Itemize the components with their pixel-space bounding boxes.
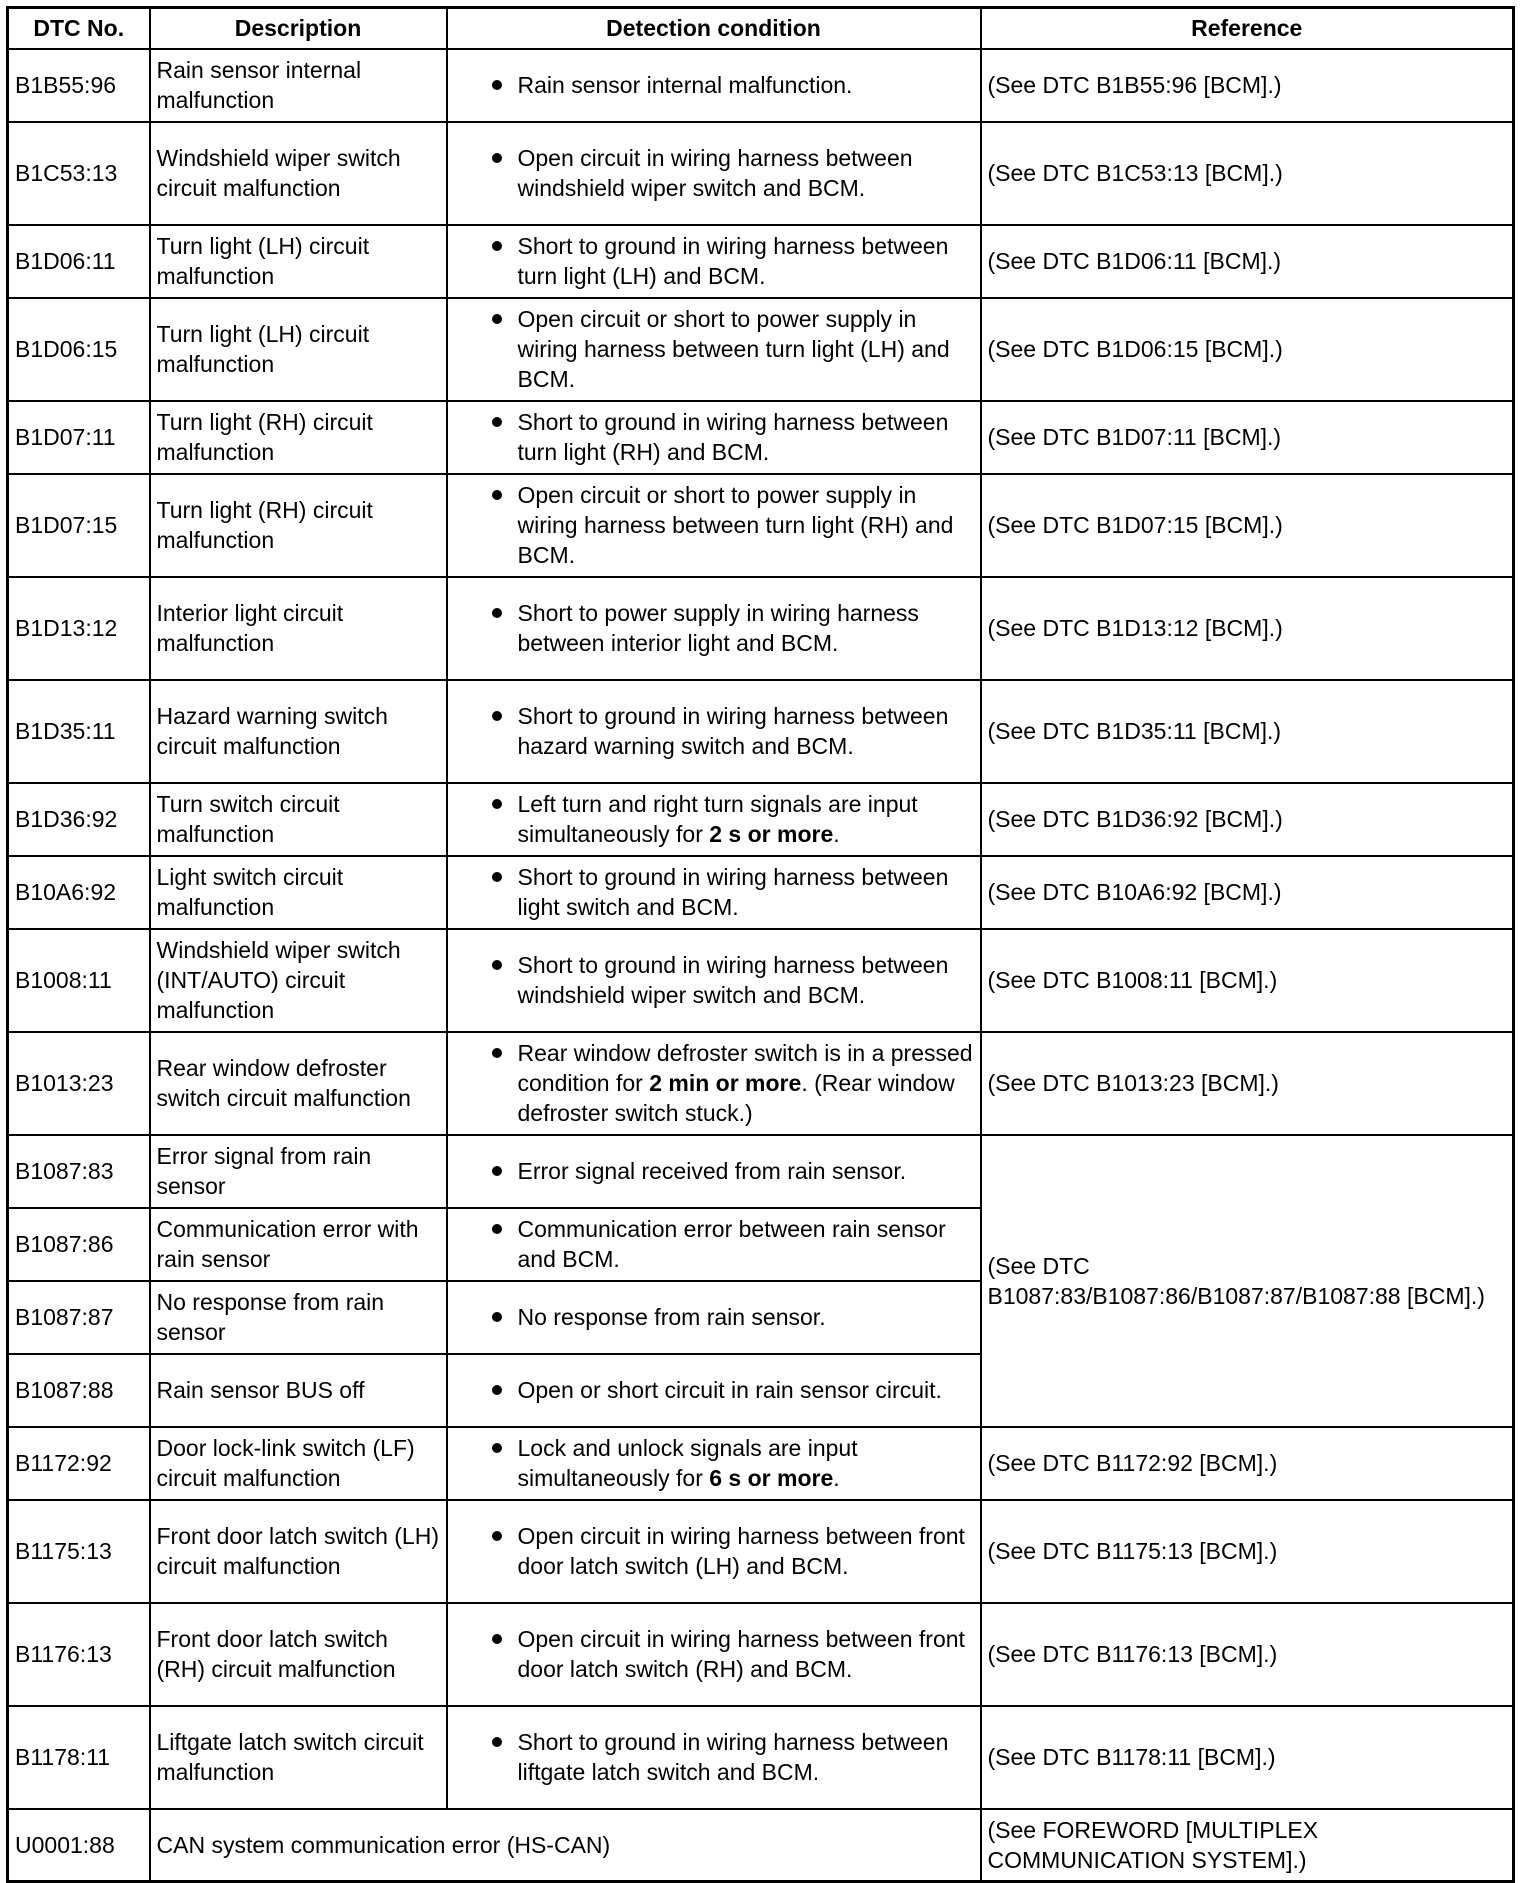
dtc-description: Turn light (RH) circuit malfunction <box>150 401 447 474</box>
dtc-code: B1175:13 <box>8 1500 150 1603</box>
reference: (See DTC B1176:13 [BCM].) <box>981 1603 1514 1706</box>
header-description: Description <box>150 8 447 49</box>
bullet-icon <box>492 1634 502 1644</box>
dtc-code: B10A6:92 <box>8 856 150 929</box>
condition-text: Rear window defroster switch is in a pressed condition for 2 min or more. (Rear window defroster switch stuck.) <box>517 1040 973 1126</box>
condition-text: Error signal received from rain sensor. <box>517 1158 907 1184</box>
dtc-description: Error signal from rain sensor <box>150 1135 447 1208</box>
header-dtc: DTC No. <box>8 8 150 49</box>
table-row <box>8 1706 1514 1809</box>
bullet-icon <box>492 711 502 721</box>
dtc-table <box>6 6 1515 1883</box>
reference: (See DTC B1D35:11 [BCM].) <box>981 680 1514 783</box>
table-row <box>8 401 1514 474</box>
condition-text: Left turn and right turn signals are input simultaneously for 2 s or more. <box>517 791 918 847</box>
bullet-icon <box>492 153 502 163</box>
dtc-description: Turn light (LH) circuit malfunction <box>150 298 447 401</box>
reference: (See DTC B1D06:15 [BCM].) <box>981 298 1514 401</box>
dtc-description: CAN system communication error (HS-CAN) <box>150 1809 981 1882</box>
dtc-code: B1008:11 <box>8 929 150 1032</box>
table-row <box>8 680 1514 783</box>
reference: (See DTC B1013:23 [BCM].) <box>981 1032 1514 1135</box>
dtc-code: B1D35:11 <box>8 680 150 783</box>
detection-condition <box>447 49 981 122</box>
reference: (See DTC B1D07:11 [BCM].) <box>981 401 1514 474</box>
dtc-code: B1178:11 <box>8 1706 150 1809</box>
condition-text: Lock and unlock signals are input simultaneously for 6 s or more. <box>517 1435 858 1491</box>
bullet-icon <box>492 1531 502 1541</box>
dtc-description: Turn light (LH) circuit malfunction <box>150 225 447 298</box>
detection-condition <box>447 929 981 1032</box>
bullet-icon <box>492 1443 502 1453</box>
dtc-code: B1013:23 <box>8 1032 150 1135</box>
bullet-icon <box>492 490 502 500</box>
dtc-description: Liftgate latch switch circuit malfunction <box>150 1706 447 1809</box>
dtc-description: Turn switch circuit malfunction <box>150 783 447 856</box>
table-row <box>8 474 1514 577</box>
bullet-icon <box>492 1224 502 1234</box>
dtc-description: Windshield wiper switch (INT/AUTO) circuit malfunction <box>150 929 447 1032</box>
detection-condition <box>447 783 981 856</box>
detection-condition <box>447 1032 981 1135</box>
table-row <box>8 929 1514 1032</box>
table-row <box>8 225 1514 298</box>
detection-condition <box>447 401 981 474</box>
dtc-description: Turn light (RH) circuit malfunction <box>150 474 447 577</box>
dtc-description: Light switch circuit malfunction <box>150 856 447 929</box>
dtc-description: Rain sensor BUS off <box>150 1354 447 1427</box>
dtc-description: Communication error with rain sensor <box>150 1208 447 1281</box>
reference: (See FOREWORD [MULTIPLEX COMMUNICATION SYSTEM].) <box>981 1809 1514 1882</box>
dtc-description: Hazard warning switch circuit malfunction <box>150 680 447 783</box>
dtc-description: Rear window defroster switch circuit malfunction <box>150 1032 447 1135</box>
condition-emphasis: 2 s or more <box>709 821 834 847</box>
detection-condition <box>447 577 981 680</box>
detection-condition <box>447 1603 981 1706</box>
reference: (See DTC B1008:11 [BCM].) <box>981 929 1514 1032</box>
dtc-code: B1D36:92 <box>8 783 150 856</box>
detection-condition <box>447 1135 981 1208</box>
table-header-row <box>8 8 1514 49</box>
condition-emphasis: 2 min or more <box>649 1070 802 1096</box>
reference: (See DTC B1C53:13 [BCM].) <box>981 122 1514 225</box>
dtc-description: Rain sensor internal malfunction <box>150 49 447 122</box>
detection-condition <box>447 225 981 298</box>
detection-condition <box>447 1427 981 1500</box>
bullet-icon <box>492 241 502 251</box>
dtc-description: Front door latch switch (LH) circuit malfunction <box>150 1500 447 1603</box>
condition-text: Short to ground in wiring harness between windshield wiper switch and BCM. <box>517 952 949 1008</box>
bullet-icon <box>492 1048 502 1058</box>
table-row <box>8 1809 1514 1882</box>
table-row <box>8 1427 1514 1500</box>
table-row <box>8 298 1514 401</box>
bullet-icon <box>492 80 502 90</box>
detection-condition <box>447 122 981 225</box>
table-row <box>8 1135 1514 1208</box>
reference: (See DTC B1087:83/B1087:86/B1087:87/B1087:88 [BCM].) <box>981 1135 1514 1427</box>
bullet-icon <box>492 608 502 618</box>
bullet-icon <box>492 1166 502 1176</box>
reference: (See DTC B1B55:96 [BCM].) <box>981 49 1514 122</box>
detection-condition <box>447 856 981 929</box>
condition-text: Open circuit or short to power supply in wiring harness between turn light (RH) and BCM. <box>517 482 954 568</box>
condition-text: No response from rain sensor. <box>517 1304 826 1330</box>
table-row <box>8 1500 1514 1603</box>
dtc-code: B1D07:11 <box>8 401 150 474</box>
header-reference: Reference <box>981 8 1514 49</box>
condition-text: Open circuit in wiring harness between front door latch switch (LH) and BCM. <box>517 1523 965 1579</box>
table-row <box>8 122 1514 225</box>
dtc-code: B1D07:15 <box>8 474 150 577</box>
bullet-icon <box>492 1312 502 1322</box>
bullet-icon <box>492 417 502 427</box>
reference: (See DTC B1D13:12 [BCM].) <box>981 577 1514 680</box>
reference: (See DTC B1178:11 [BCM].) <box>981 1706 1514 1809</box>
bullet-icon <box>492 960 502 970</box>
bullet-icon <box>492 872 502 882</box>
condition-text: Short to ground in wiring harness between light switch and BCM. <box>517 864 949 920</box>
reference: (See DTC B1172:92 [BCM].) <box>981 1427 1514 1500</box>
bullet-icon <box>492 314 502 324</box>
table-row <box>8 577 1514 680</box>
dtc-code: B1B55:96 <box>8 49 150 122</box>
reference: (See DTC B1D36:92 [BCM].) <box>981 783 1514 856</box>
dtc-description: Interior light circuit malfunction <box>150 577 447 680</box>
reference: (See DTC B1175:13 [BCM].) <box>981 1500 1514 1603</box>
dtc-code: B1D13:12 <box>8 577 150 680</box>
dtc-code: B1D06:15 <box>8 298 150 401</box>
table-row <box>8 856 1514 929</box>
header-condition: Detection condition <box>447 8 981 49</box>
dtc-code: B1172:92 <box>8 1427 150 1500</box>
table-row <box>8 49 1514 122</box>
bullet-icon <box>492 799 502 809</box>
dtc-code: B1087:87 <box>8 1281 150 1354</box>
table-row <box>8 1032 1514 1135</box>
detection-condition <box>447 1281 981 1354</box>
reference: (See DTC B1D07:15 [BCM].) <box>981 474 1514 577</box>
detection-condition <box>447 1706 981 1809</box>
condition-text: Short to power supply in wiring harness between interior light and BCM. <box>517 600 919 656</box>
dtc-code: B1087:83 <box>8 1135 150 1208</box>
condition-text: Communication error between rain sensor and BCM. <box>517 1216 946 1272</box>
dtc-code: B1176:13 <box>8 1603 150 1706</box>
detection-condition <box>447 474 981 577</box>
dtc-code: B1C53:13 <box>8 122 150 225</box>
reference: (See DTC B1D06:11 [BCM].) <box>981 225 1514 298</box>
reference: (See DTC B10A6:92 [BCM].) <box>981 856 1514 929</box>
condition-text: Short to ground in wiring harness between turn light (LH) and BCM. <box>517 233 949 289</box>
bullet-icon <box>492 1737 502 1747</box>
dtc-description: Front door latch switch (RH) circuit malfunction <box>150 1603 447 1706</box>
detection-condition <box>447 680 981 783</box>
condition-text: Short to ground in wiring harness between liftgate latch switch and BCM. <box>517 1729 949 1785</box>
dtc-code: B1087:86 <box>8 1208 150 1281</box>
dtc-description: No response from rain sensor <box>150 1281 447 1354</box>
dtc-description: Windshield wiper switch circuit malfunction <box>150 122 447 225</box>
condition-text: Rain sensor internal malfunction. <box>517 72 853 98</box>
condition-text: Open or short circuit in rain sensor circuit. <box>517 1377 942 1403</box>
detection-condition <box>447 1354 981 1427</box>
dtc-code: U0001:88 <box>8 1809 150 1882</box>
table-row <box>8 1603 1514 1706</box>
condition-text: Open circuit in wiring harness between windshield wiper switch and BCM. <box>517 145 913 201</box>
condition-text: Open circuit in wiring harness between front door latch switch (RH) and BCM. <box>517 1626 965 1682</box>
bullet-icon <box>492 1385 502 1395</box>
condition-text: Open circuit or short to power supply in wiring harness between turn light (LH) and BCM. <box>517 306 950 392</box>
detection-condition <box>447 1208 981 1281</box>
detection-condition <box>447 1500 981 1603</box>
dtc-description: Door lock-link switch (LF) circuit malfunction <box>150 1427 447 1500</box>
condition-emphasis: 6 s or more <box>709 1465 834 1491</box>
detection-condition <box>447 298 981 401</box>
dtc-code: B1087:88 <box>8 1354 150 1427</box>
condition-text: Short to ground in wiring harness between turn light (RH) and BCM. <box>517 409 949 465</box>
condition-text: Short to ground in wiring harness between hazard warning switch and BCM. <box>517 703 949 759</box>
dtc-code: B1D06:11 <box>8 225 150 298</box>
table-row <box>8 783 1514 856</box>
